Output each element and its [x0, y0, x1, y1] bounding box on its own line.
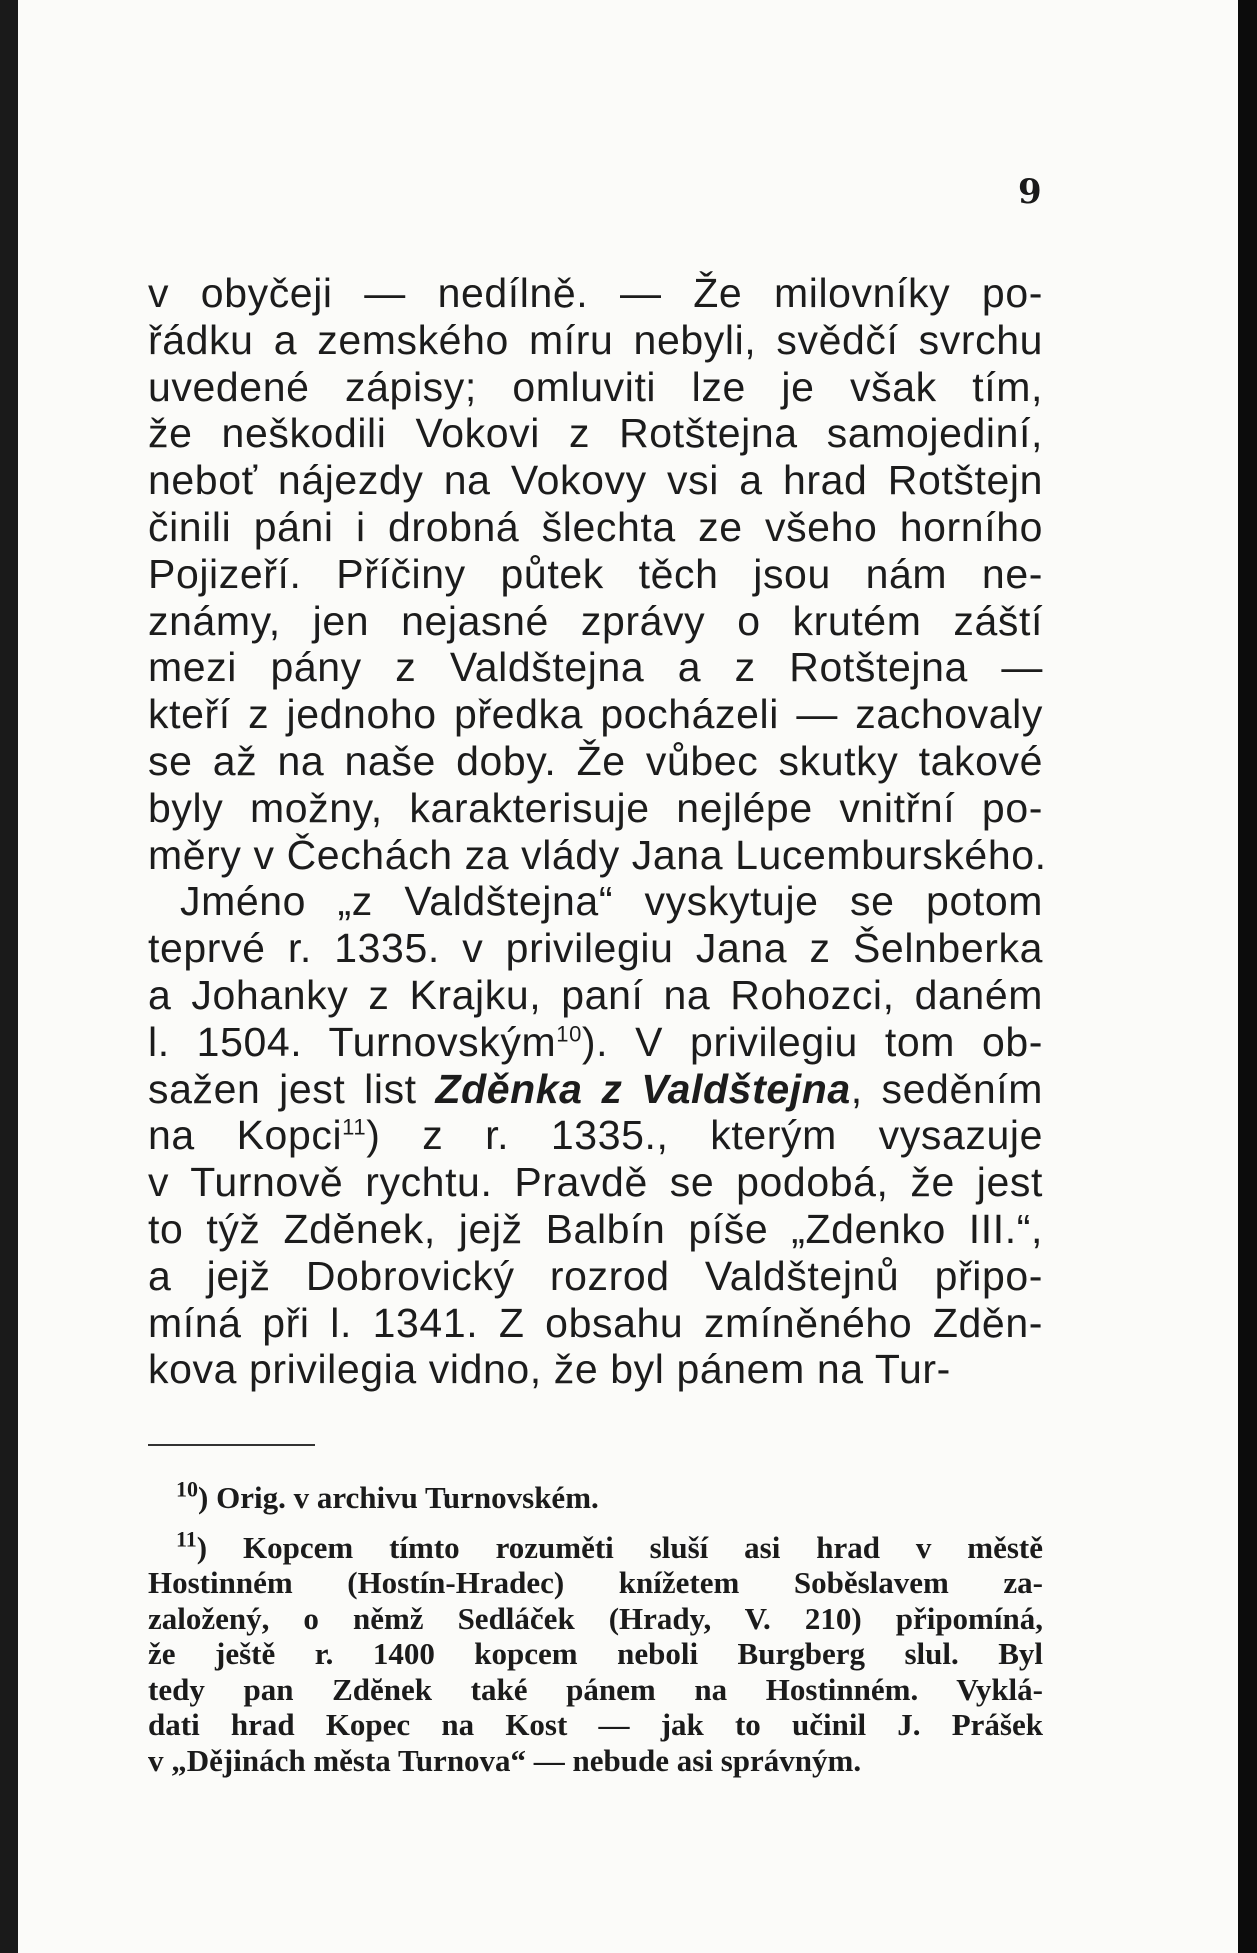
- text-line: činili páni i drobná šlechta ze všeho horního: [148, 503, 1043, 550]
- text-line: měry v Čechách za vlády Jana Lucemburského.: [148, 831, 1047, 878]
- text-line: sažen jest list Zděnka z Valdštejna, seděním: [148, 1065, 1043, 1112]
- text-line: neboť nájezdy na Vokovy vsi a hrad Rotštejn: [148, 457, 1043, 504]
- footnote-line: dati hrad Kopec na Kost — jak to učinil J. Prášek: [148, 1707, 1043, 1742]
- text-line: míná při l. 1341. Z obsahu zmíněného Zděn-: [148, 1299, 1043, 1346]
- text-line: kteří z jednoho předka pocházeli — zachovaly: [148, 691, 1043, 738]
- footnote-line: $^{11}$) Kopcem tímto rozuměti sluší asi hrad v městě: [176, 1526, 1043, 1565]
- text-line: uvedené zápisy; omluviti lze je však tím,: [148, 363, 1043, 410]
- text-line: l. 1504. Turnovským$^{10}$). V privilegiu tom ob-: [148, 1018, 1043, 1065]
- scan-right-edge: [1238, 0, 1257, 1953]
- footnote-line: založený, o němž Sedláček (Hrady, V. 210) připomíná,: [148, 1600, 1043, 1636]
- footnotes: [148, 1476, 1043, 1792]
- footnote-line: v „Dějinách města Turnova“ — nebude asi správným.: [148, 1742, 862, 1778]
- text-line: a Johanky z Krajku, paní na Rohozci, daném: [148, 971, 1043, 1018]
- footnote-line: $^{10}$) Orig. v archivu Turnovském.: [176, 1476, 599, 1515]
- text-line: byly možny, karakterisuje nejlépe vnitřní po-: [148, 784, 1043, 831]
- footnote-separator: [148, 1444, 315, 1446]
- footnote: [148, 1476, 1043, 1516]
- text-line: se až na naše doby. Že vůbec skutky takové: [148, 737, 1043, 784]
- text-line: známy, jen nejasné zprávy o krutém záští: [148, 597, 1043, 644]
- text-line: v obyčeji — nedílně. — Že milovníky po-: [148, 270, 1043, 316]
- text-line: v Turnově rychtu. Pravdě se podobá, že jest: [148, 1159, 1043, 1206]
- text-line: řádku a zemského míru nebyli, svědčí svrchu: [148, 316, 1043, 363]
- text-line: a jejž Dobrovický rozrod Valdštejnů připo-: [148, 1252, 1043, 1299]
- scan-left-edge: [0, 0, 18, 1953]
- footnote-ref: 11: [342, 1114, 367, 1140]
- text-line: teprvé r. 1335. v privilegiu Jana z Šelnberka: [148, 925, 1043, 972]
- footnote: [148, 1526, 1043, 1779]
- footnote-mark: 10: [176, 1476, 198, 1502]
- footnote-ref: 10: [556, 1021, 582, 1047]
- text-line: Jméno „z Valdštejna“ vyskytuje se potom: [180, 878, 1043, 925]
- footnote-mark: 11: [176, 1526, 197, 1552]
- body-text: [148, 270, 1047, 1393]
- text-line: na Kopci$^{11}$) z r. 1335., kterým vysazuje: [148, 1112, 1043, 1159]
- text-line: to týž Zdĕnek, jejž Balbín píše „Zdenko III.“,: [148, 1205, 1043, 1252]
- footnote-line: tedy pan Zdĕnek také pánem na Hostinném. Vyklá-: [148, 1671, 1043, 1707]
- text-line: Pojizeří. Příčiny půtek těch jsou nám ne-: [148, 550, 1043, 597]
- text-line: kova privilegia vidno, že byl pánem na Tur-: [148, 1346, 951, 1393]
- footnote-line: Hostinném (Hostín-Hradec) knížetem Soběslavem za-: [148, 1565, 1043, 1600]
- page-number: 9: [1018, 172, 1042, 212]
- text-line: že neškodili Vokovi z Rotštejna samojediní,: [148, 410, 1043, 457]
- footnote-line: že ještě r. 1400 kopcem neboli Burgberg slul. Byl: [148, 1636, 1043, 1671]
- text-line: mezi pány z Valdštejna a z Rotštejna —: [148, 644, 1043, 691]
